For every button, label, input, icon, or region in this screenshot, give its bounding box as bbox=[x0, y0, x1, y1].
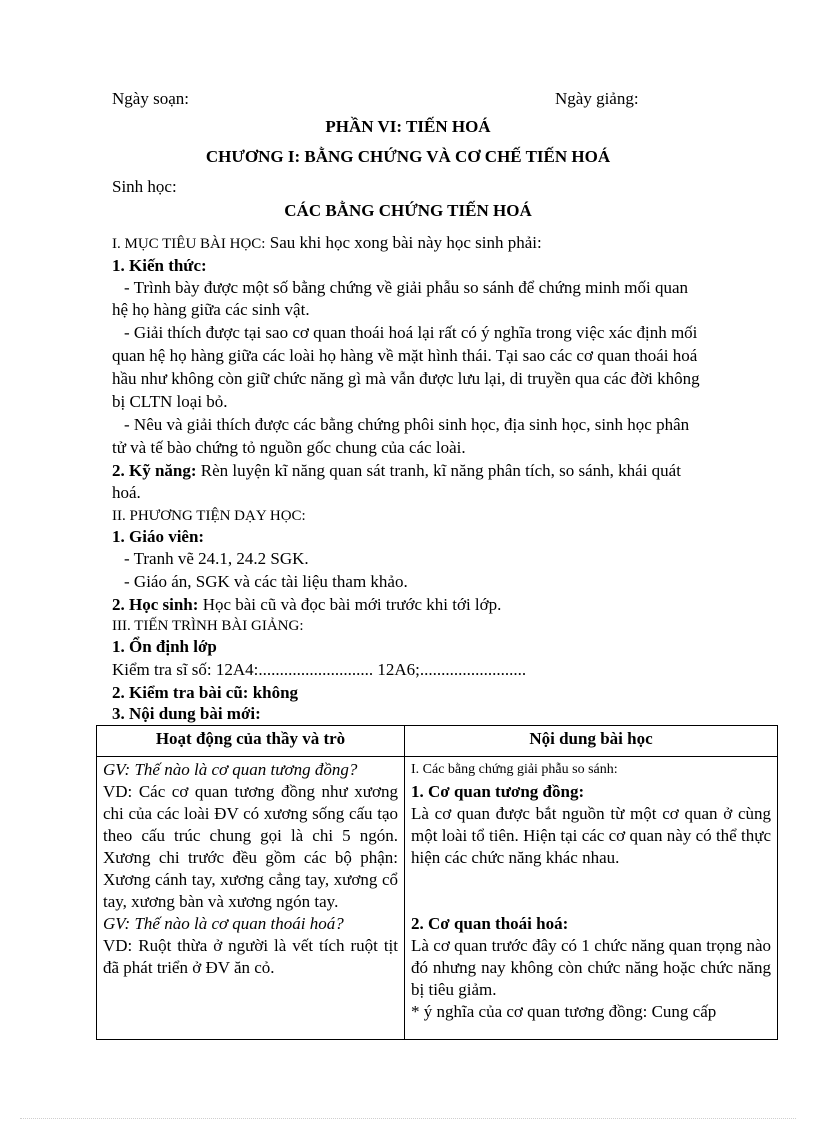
step-2-heading: 2. Kiểm tra bài cũ: không bbox=[112, 683, 299, 702]
skills-line bbox=[112, 460, 681, 482]
subject-label: Sinh học: bbox=[112, 177, 177, 196]
knowledge-item-2a: - Giải thích được tại sao cơ quan thoái hoá lại rất có ý nghĩa trong việc xác định mối bbox=[124, 323, 698, 342]
significance-text: * ý nghĩa của cơ quan tương đồng: Cung cấp bbox=[411, 1002, 717, 1021]
means-heading: II. PHƯƠNG TIỆN DẠY HỌC: bbox=[112, 508, 306, 524]
step-3-heading: 3. Nội dung bài mới: bbox=[112, 704, 261, 723]
example-2: VD: Ruột thừa ở người là vết tích ruột tịt đã phát triển ở ĐV ăn cỏ. bbox=[103, 936, 398, 977]
col-header-content: Nội dung bài học bbox=[405, 726, 778, 757]
knowledge-item-2d: bị CLTN loại bỏ. bbox=[112, 392, 228, 411]
section-heading: I. Các bằng chứng giải phẫu so sánh: bbox=[411, 762, 618, 777]
teacher-question-2: GV: Thế nào là cơ quan thoái hoá? bbox=[103, 914, 344, 933]
knowledge-item-3a: - Nêu và giải thích được các bằng chứng phôi sinh học, địa sinh học, sinh học phân bbox=[124, 415, 690, 434]
vestigial-heading: 2. Cơ quan thoái hoá: bbox=[411, 914, 569, 933]
teaching-date-label: Ngày giảng: bbox=[555, 89, 639, 108]
knowledge-item-2c: hầu như không còn giữ chức năng gì mà vẫn được lưu lại, di truyền qua các đời không bbox=[112, 369, 700, 388]
student-line bbox=[112, 594, 501, 616]
spacer bbox=[411, 869, 771, 913]
col-header-activities: Hoạt động của thầy và trò bbox=[97, 726, 405, 757]
table-row bbox=[97, 757, 778, 1040]
student-heading: 2. Học sinh: bbox=[112, 595, 199, 614]
page-divider bbox=[20, 1118, 796, 1119]
skills-text-cont: hoá. bbox=[112, 483, 141, 502]
step-1-heading: 1. Ổn định lớp bbox=[112, 637, 217, 656]
process-heading: III. TIẾN TRÌNH BÀI GIẢNG: bbox=[112, 618, 304, 634]
lesson-table bbox=[96, 725, 778, 1040]
vestigial-text: Là cơ quan trước đây có 1 chức năng quan trọng nào đó nhưng nay không còn chức năng hoặc chức năng bị tiêu giảm. bbox=[411, 936, 771, 999]
attendance-line: Kiểm tra sĩ số: 12A4:........................... 12A6;......................... bbox=[112, 660, 527, 679]
objectives-line bbox=[112, 232, 542, 255]
objectives-intro: Sau khi học xong bài này học sinh phải: bbox=[269, 233, 542, 252]
activities-cell bbox=[97, 757, 405, 1040]
student-text: Học bài cũ và đọc bài mới trước khi tới lớp. bbox=[202, 595, 502, 614]
content-cell bbox=[405, 757, 778, 1040]
knowledge-item-1b: hệ họ hàng giữa các sinh vật. bbox=[112, 300, 310, 319]
chapter-title: CHƯƠNG I: BẰNG CHỨNG VÀ CƠ CHẾ TIẾN HOÁ bbox=[205, 147, 611, 166]
skills-text: Rèn luyện kĩ năng quan sát tranh, kĩ năng phân tích, so sánh, khái quát bbox=[200, 461, 681, 480]
teacher-heading: 1. Giáo viên: bbox=[112, 527, 205, 546]
table-header-row bbox=[97, 726, 778, 757]
part-title: PHẦN VI: TIẾN HOÁ bbox=[325, 117, 491, 136]
knowledge-item-2b: quan hệ họ hàng giữa các loài họ hàng về mặt hình thái. Tại sao các cơ quan thoái hoá bbox=[112, 346, 698, 365]
lesson-title: CÁC BẰNG CHỨNG TIẾN HOÁ bbox=[284, 201, 532, 220]
skills-heading: 2. Kỹ năng: bbox=[112, 461, 197, 480]
knowledge-heading: 1. Kiến thức: bbox=[112, 256, 207, 275]
teacher-question-1: GV: Thế nào là cơ quan tương đồng? bbox=[103, 760, 358, 779]
objectives-heading: I. MỤC TIÊU BÀI HỌC: bbox=[112, 236, 266, 252]
knowledge-item-3b: tử và tế bào chứng tỏ nguồn gốc chung của các loài. bbox=[112, 438, 466, 457]
homologous-text: Là cơ quan được bắt nguồn từ một cơ quan ở cùng một loài tổ tiên. Hiện tại các cơ quan này có thể thực hiện các chức năng khác nhau. bbox=[411, 804, 771, 867]
knowledge-item-1a: - Trình bày được một số bằng chứng về giải phẫu so sánh để chứng minh mối quan bbox=[124, 278, 689, 297]
teacher-item-2: - Giáo án, SGK và các tài liệu tham khảo. bbox=[124, 572, 408, 591]
homologous-heading: 1. Cơ quan tương đồng: bbox=[411, 782, 585, 801]
example-1: VD: Các cơ quan tương đồng như xương chi của các loài ĐV có xương sống cấu tạo theo cấu trúc chung gọi là chi 5 ngón. Xương chi trước đều gồm các bộ phận: Xương cánh tay, xương cẳng tay, xương cổ tay, xương bàn và xương ngón tay. bbox=[103, 782, 398, 911]
teacher-item-1: - Tranh vẽ 24.1, 24.2 SGK. bbox=[124, 549, 309, 568]
prep-date-label: Ngày soạn: bbox=[112, 89, 189, 108]
